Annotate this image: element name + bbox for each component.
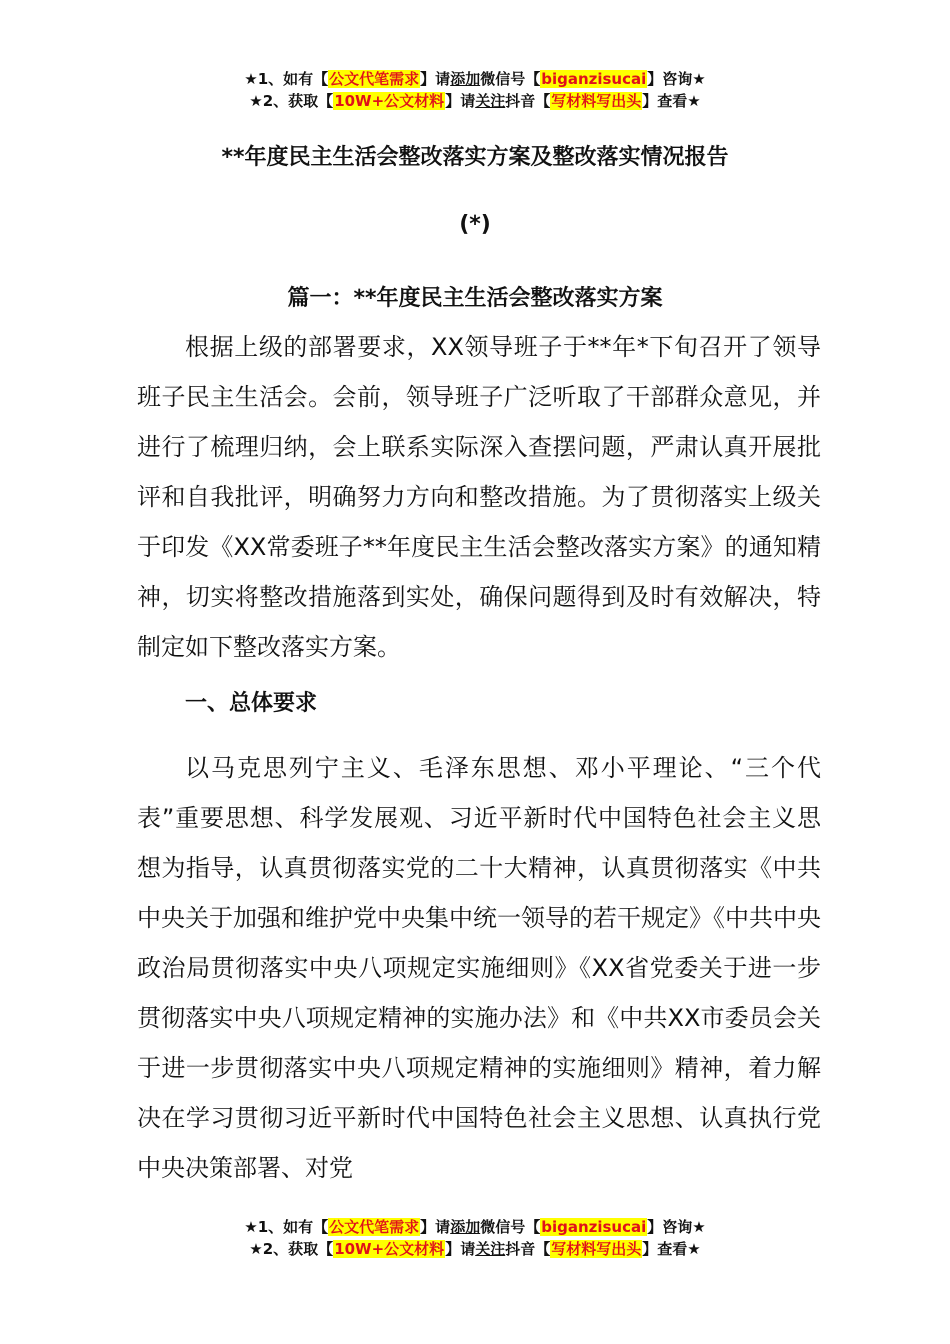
highlight-douyin: 写材料写出头 bbox=[551, 92, 642, 110]
banner-line-2: ★2、获取【10W+公文材料】请关注抖音【写材料写出头】查看★ bbox=[249, 92, 701, 110]
section-paragraph: 以马克思列宁主义、毛泽东思想、邓小平理论、“三个代表”重要思想、科学发展观、习近平新时代中国特色社会主义思想为指导，认真贯彻落实党的二十大精神，认真贯彻落实《中共中央关于加强和维护党中央集中统一领导的若干规定》《中共中央政治局贯彻落实中央八项规定实施细则》《XX省党委关于进一步贯彻落实中央八项规定精神的实施办法》和《中共XX市委员会关于进一步贯彻落实中央八项规定精神的实施细则》精神，着力解决在学习贯彻习近平新时代中国特色社会主义思想、认真执行党中央决策部署、对党 bbox=[137, 754, 821, 1182]
intro-paragraph-block bbox=[137, 322, 821, 672]
footer-line-1: ★1、如有【公文代笔需求】请添加微信号【biganzisucai】咨询★ bbox=[244, 1218, 706, 1236]
highlight-service: 公文代笔需求 bbox=[329, 70, 420, 88]
banner-line-1: ★1、如有【公文代笔需求】请添加微信号【biganzisucai】咨询★ bbox=[244, 70, 706, 88]
header-banner bbox=[0, 68, 950, 112]
highlight-materials: 10W+公文材料 bbox=[334, 92, 445, 110]
document-title: **年度民主生活会整改落实方案及整改落实情况报告 bbox=[221, 145, 729, 170]
section-heading: 一、总体要求 bbox=[185, 691, 318, 716]
intro-paragraph: 根据上级的部署要求，XX领导班子于**年*下旬召开了领导班子民主生活会。会前，领导班子广泛听取了干部群众意见，并进行了梳理归纳，会上联系实际深入查摆问题，严肃认真开展批评和自我批评，明确努力方向和整改措施。为了贯彻落实上级关于印发《XX常委班子**年度民主生活会整改落实方案》的通知精神，切实将整改措施落到实处，确保问题得到及时有效解决，特制定如下整改落实方案。 bbox=[137, 333, 821, 661]
document-subtitle: (*) bbox=[459, 212, 491, 237]
highlight-wechat-id: biganzisucai bbox=[541, 70, 647, 88]
footer-banner bbox=[0, 1216, 950, 1260]
footer-line-2: ★2、获取【10W+公文材料】请关注抖音【写材料写出头】查看★ bbox=[249, 1240, 701, 1258]
part-title: 篇一：**年度民主生活会整改落实方案 bbox=[287, 286, 663, 311]
section-body-block bbox=[137, 743, 821, 1193]
